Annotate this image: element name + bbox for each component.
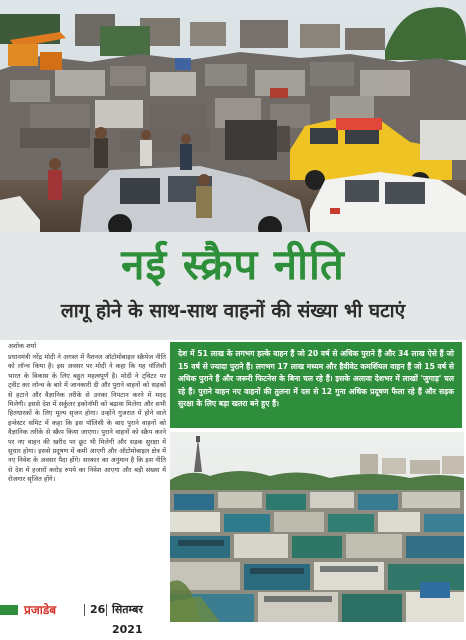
magazine-brand: प्रजाडेब (24, 603, 57, 617)
footer-divider (106, 604, 107, 616)
footer-divider (84, 604, 85, 616)
page-footer (0, 598, 170, 636)
article-body-column (8, 342, 166, 594)
author-byline: अशोक शर्मा (8, 342, 37, 350)
footer-accent-bar (0, 605, 18, 615)
headline-title: नई स्क्रैप नीति (121, 240, 345, 289)
page-number: 26 (90, 603, 106, 616)
highlight-box (170, 342, 462, 428)
article-body-text: प्रधानमंत्री नरेंद्र मोदी ने अगस्त में नैशनल ऑटोमोबाइल स्क्रैपेज नीति को लॉन्च किया है। इस अवसर पर मोदी ने कहा कि यह पॉलिसी भारत के विकास के लिए बहुत महत्वपूर्ण है। मोदी ने ट्विटर पर ट्वीट कर लॉन्च के बारे में जानकारी दी और पुराने वाहनों को सड़कों से हटाने और वैज्ञानिक तरीके से उनका निपटान करने में मदद मिलेगी। इससे देश में सर्कुलर इकोनॉमी को बढ़ावा मिलेगा और सभी हितधारकों के लिए मूल्य सृजन होगा। उन्होंने गुजरात में होने वाले इन्वेस्टर समिट में कहा कि इस पॉलिसी के बाद पुराने वाहनों को वैज्ञानिक तरीके से स्क्रैप किया जाएगा। पुराने वाहनों को स्क्रैप करने पर नए वाहन की खरीद पर छूट भी मिलेगी और सड़क सुरक्षा में सुधार होगा। इससे प्रदूषण में कमी आएगी और ऑटोमोबाइल क्षेत्र में नए निवेश के अवसर पैदा होंगे। सरकार का अनुमान है कि इस नीति से देश में हजारों करोड़ रुपये का निवेश आएगा और बड़ी संख्या में रोजगार सृजित होंगे। (8, 353, 166, 484)
highlight-text: देश में 51 लाख के लगभग हल्के वाहन हैं जो 20 वर्ष से अधिक पुराने हैं और 34 लाख ऐसे हैं जो 15 वर्ष से ज्यादा पुराने हैं। लगभग 17 लाख मध्यम और हैवीवेट कमर्शियल वाहन हैं जो 15 वर्ष से अधिक पुराने हैं और जरूरी फिटनेस के बिना चल रहे हैं। इसके अलावा देशभर में लाखों 'जुगाड़' चल रहे हैं। पुराने वाहन नए वाहनों की तुलना में दस से 12 गुना अधिक प्रदूषण फैला रहे हैं और सड़क सुरक्षा के लिए बड़ा खतरा बने हुए हैं। (178, 349, 454, 409)
top-photo-scrapyard (0, 0, 466, 232)
bottom-photo-buses (170, 432, 464, 622)
headline-subtitle: लागू होने के साथ-साथ वाहनों की संख्या भी घटाएं (60, 300, 406, 322)
headline-band (0, 232, 466, 340)
issue-date: सितम्बर 2021 (112, 603, 143, 636)
